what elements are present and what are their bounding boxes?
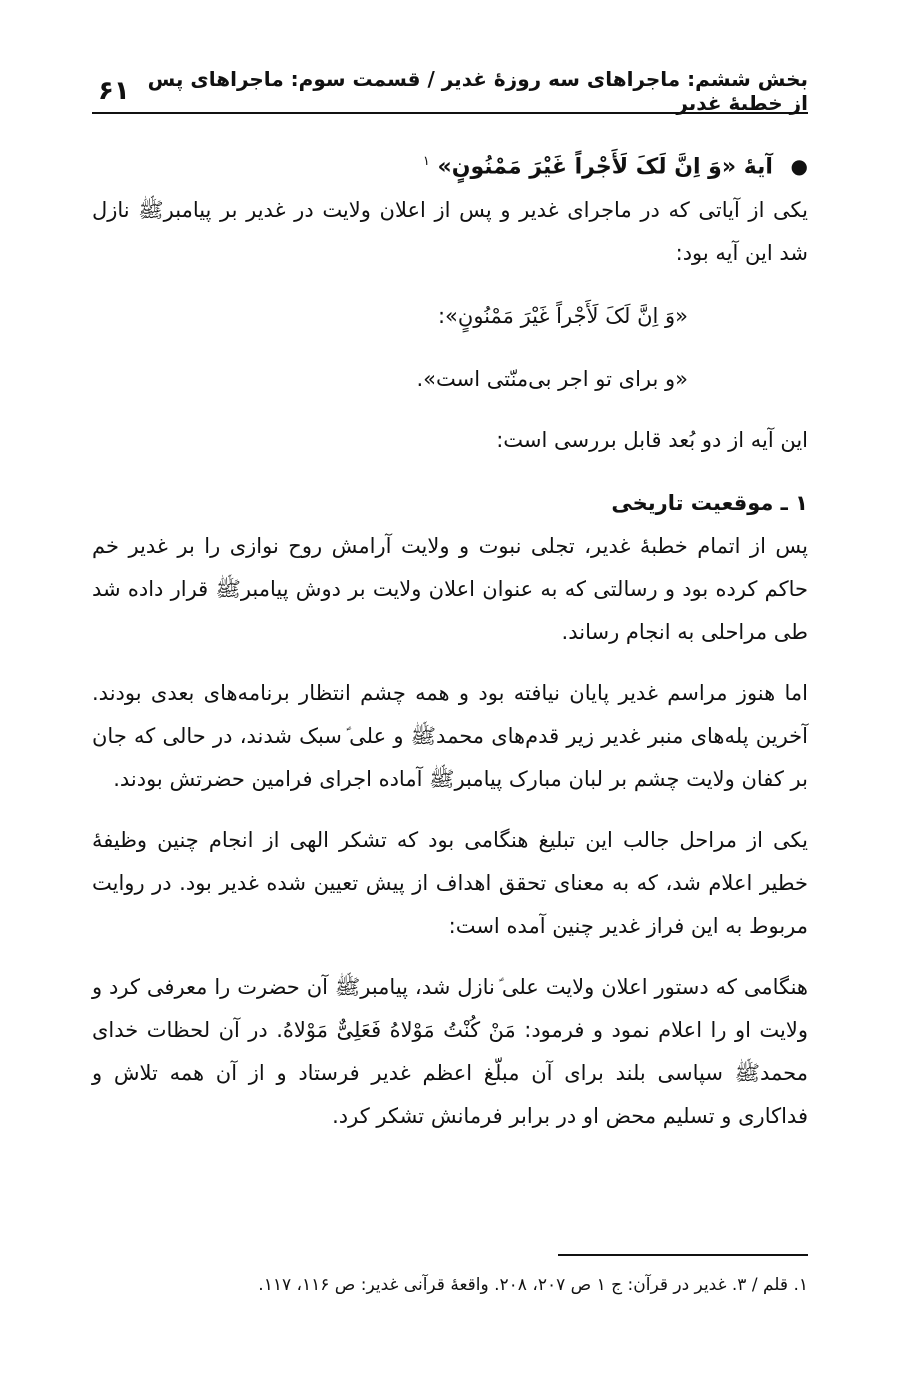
two-dimensions-line: این آیه از دو بُعد قابل بررسی است: [496,428,808,453]
page-number: ۶۱ [98,76,130,106]
footnote-reference[interactable]: ۱ [422,154,430,169]
verse-heading-text: آیهٔ «وَ اِنَّ لَکَ لَأَجْراً غَیْرَ مَمْنُونٍ» [437,154,773,180]
running-head [92,67,808,115]
footnote-text: ۱. قلم / ۳. غدیر در قرآن: ج ۱ ص ۲۰۷، ۲۰۸. واقعهٔ قرآنی غدیر: ص ۱۱۶، ۱۱۷. [258,1275,808,1295]
page-content [92,140,808,1138]
quote-translation: «و برای تو اجر بی‌منّتی است». [416,367,688,392]
quote-arabic: «وَ اِنَّ لَکَ لَأَجْراً غَیْرَ مَمْنُونٍ»: [437,304,688,329]
section-title: ۱ ـ موقعیت تاریخی [611,491,808,516]
verse-heading [92,140,808,189]
bullet-icon: ● [790,154,808,179]
body-paragraph: اما هنوز مراسم غدیر پایان نیافته بود و همه چشم انتظار برنامه‌های بعدی بودند. آخرین پله‌های منبر غدیر زیر قدم‌های محمدﷺ و علی‌ؑ سبک شدند، در حالی که جان بر کفان ولایت چشم بر لبان مبارک پیامبرﷺ آماده اجرای فرامین حضرتش بودند. [92,681,808,792]
running-title: بخش ششم: ماجراهای سه روزهٔ غدیر / قسمت سوم: ماجراهای پس از خطبهٔ غدیر [147,67,808,115]
body-paragraph: یکی از مراحل جالب این تبلیغ هنگامی بود که تشکر الهی از انجام چنین وظیفهٔ خطیر اعلام شد، که به معنای تحقق اهداف از پیش تعیین شده غدیر بود. در روایت مربوط به این فراز غدیر چنین آمده است: [92,828,808,939]
book-page [92,0,808,1390]
intro-paragraph: یکی از آیاتی که در ماجرای غدیر و پس از اعلان ولایت در غدیر بر پیامبرﷺ نازل شد این آیه بود: [92,198,808,266]
body-paragraph: هنگامی که دستور اعلان ولایت علی‌ؑ نازل شد، پیامبرﷺ آن حضرت را معرفی کرد و ولایت او را اعلام نمود و فرمود: مَنْ کُنْتُ مَوْلاهُ فَعَلِیٌّ مَوْلاهُ. در آن لحظات خدای محمدﷺ سپاسی بلند برای آن مبلّغ اعظم غدیر فرستاد و از آن همه تلاش و فداکاری و تسلیم محض او در برابر فرمانش تشکر کرد. [92,975,808,1129]
body-paragraph: پس از اتمام خطبهٔ غدیر، تجلی نبوت و ولایت آرامش روح نوازی را بر غدیر خم حاکم کرده بود و رسالتی که به عنوان اعلان ولایت بر دوش پیامبرﷺ قرار داده شد طی مراحلی به انجام رساند. [92,534,808,645]
footnote-divider [558,1254,808,1256]
